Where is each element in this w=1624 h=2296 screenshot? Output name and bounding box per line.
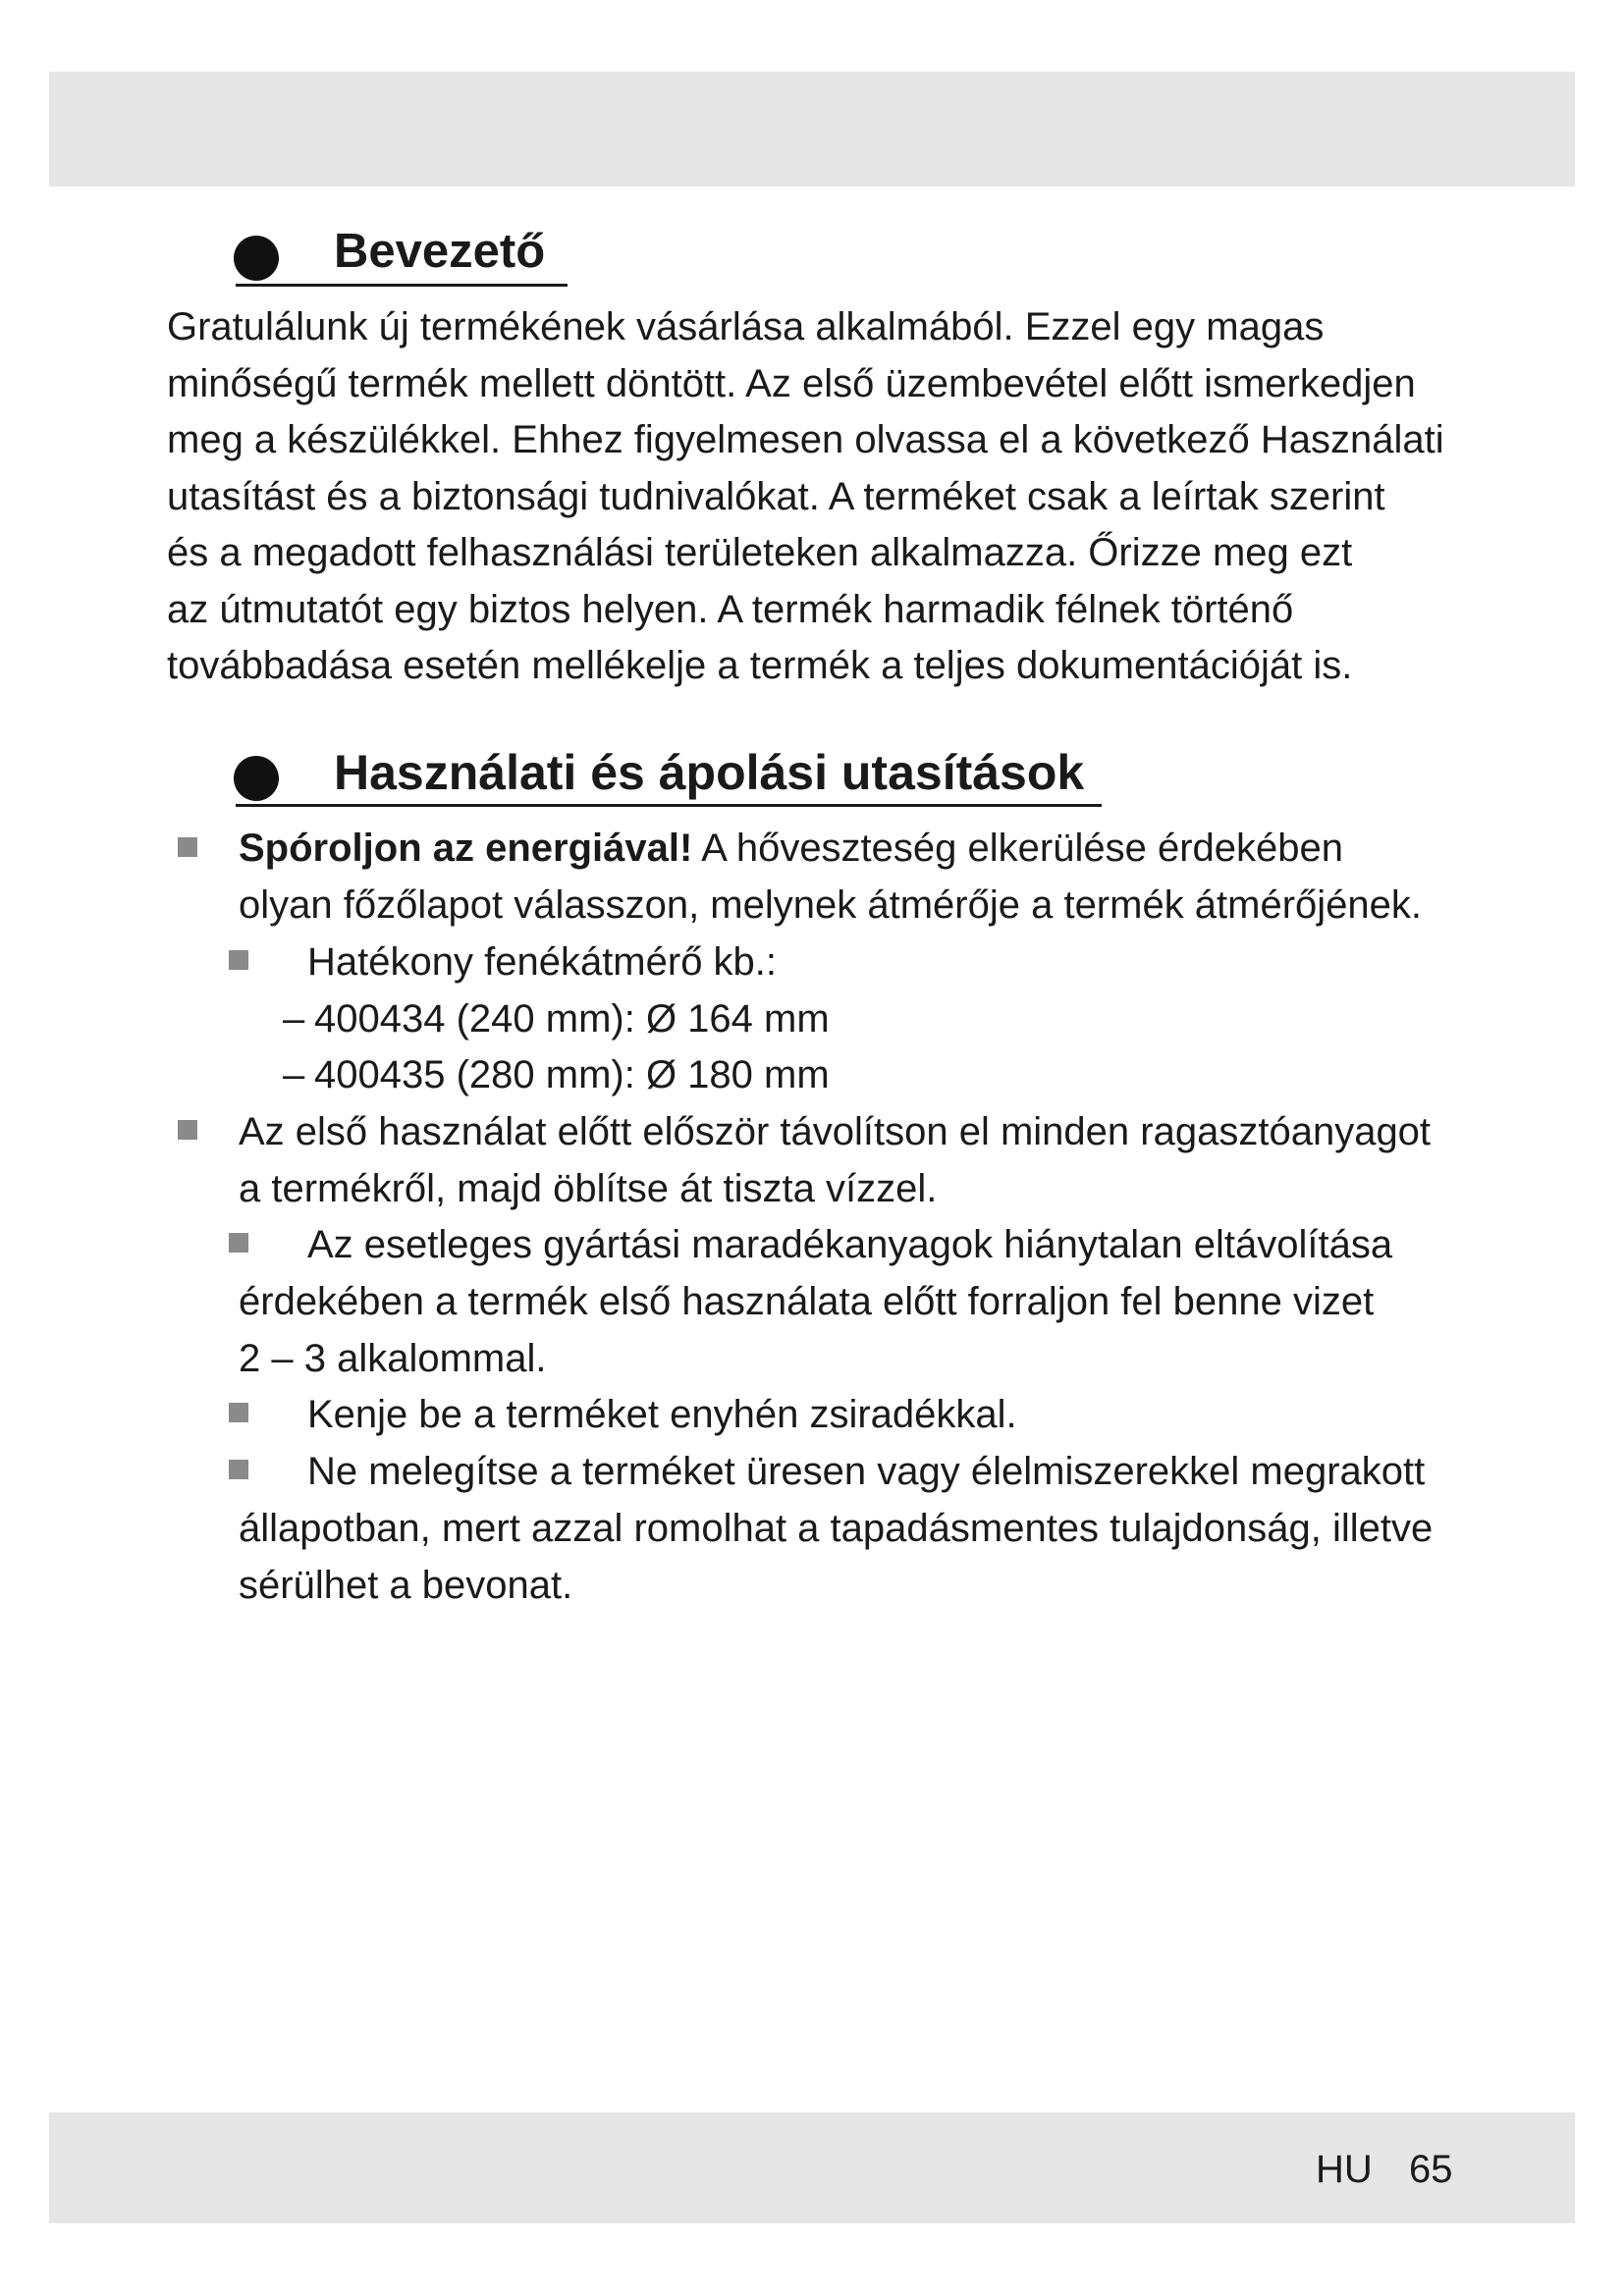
text-line: Gratulálunk új termékének vásárlása alkalmából. Ezzel egy magas [167, 305, 1325, 348]
square-bullet-icon [229, 1233, 248, 1253]
text-line: Hatékony fenékátmérő kb.: [307, 940, 778, 984]
heading-underline [236, 284, 568, 287]
text-line: érdekében a termék első használata előtt forraljon fel benne vizet [239, 1280, 1375, 1323]
bullet-dot-icon [234, 756, 279, 801]
page-number: 65 [1409, 2148, 1453, 2191]
bullet-dot-icon [234, 236, 279, 281]
text-line: és a megadott felhasználási területeken alkalmazza. Őrizze meg ezt [167, 531, 1353, 574]
text-line: Kenje be a terméket enyhén zsiradékkal. [307, 1393, 1017, 1436]
section-title: Használati és ápolási utasítások [334, 745, 1085, 800]
square-bullet-icon [229, 1460, 248, 1479]
text-line: meg a készülékkel. Ehhez figyelmesen olvassa el a következő Használati [167, 418, 1444, 461]
text-line: az útmutatót egy biztos helyen. A termék harmadik félnek történő [167, 587, 1294, 631]
heading-underline [236, 804, 1102, 807]
dash-marker: – [283, 1053, 305, 1096]
dash-marker: – [283, 997, 305, 1041]
text-line: minőségű termék mellett döntött. Az első üzembevétel előtt ismerkedjen [167, 361, 1416, 405]
text-line: A hőveszteség elkerülése érdekében [692, 827, 1344, 870]
text-line: 2 – 3 alkalommal. [239, 1337, 547, 1380]
square-bullet-icon [178, 837, 197, 857]
text-line: 400435 (280 mm): Ø 180 mm [314, 1053, 830, 1096]
language-code: HU [1316, 2148, 1373, 2191]
text-line: továbbadása esetén mellékelje a termék a teljes dokumentációját is. [167, 644, 1353, 687]
text-line: állapotban, mert azzal romolhat a tapadásmentes tulajdonság, illetve [239, 1507, 1434, 1550]
text-line: Az első használat előtt először távolítson el minden ragasztóanyagot [239, 1110, 1432, 1153]
square-bullet-icon [178, 1120, 197, 1140]
footer-band [49, 2112, 1575, 2223]
text-line: 400434 (240 mm): Ø 164 mm [314, 997, 830, 1041]
list-item [239, 821, 1343, 878]
intro-paragraph [167, 299, 1463, 695]
emphasis: Spóroljon az energiával! [239, 827, 693, 870]
section-title: Bevezető [334, 225, 546, 278]
text-line: Az esetleges gyártási maradékanyagok hiánytalan eltávolítása [307, 1223, 1393, 1266]
text-line: sérülhet a bevonat. [239, 1564, 573, 1607]
text-line: Ne melegítse a terméket üresen vagy élelmiszerekkel megrakott [307, 1450, 1426, 1493]
square-bullet-icon [229, 1403, 248, 1422]
text-line: utasítást és a biztonsági tudnivalókat. A terméket csak a leírtak szerint [167, 474, 1385, 518]
text-line: olyan főzőlapot válasszon, melynek átmérője a termék átmérőjének. [239, 883, 1423, 927]
square-bullet-icon [229, 950, 248, 970]
header-band [49, 72, 1575, 187]
text-line: a termékről, majd öblítse át tiszta vízzel. [239, 1167, 938, 1210]
